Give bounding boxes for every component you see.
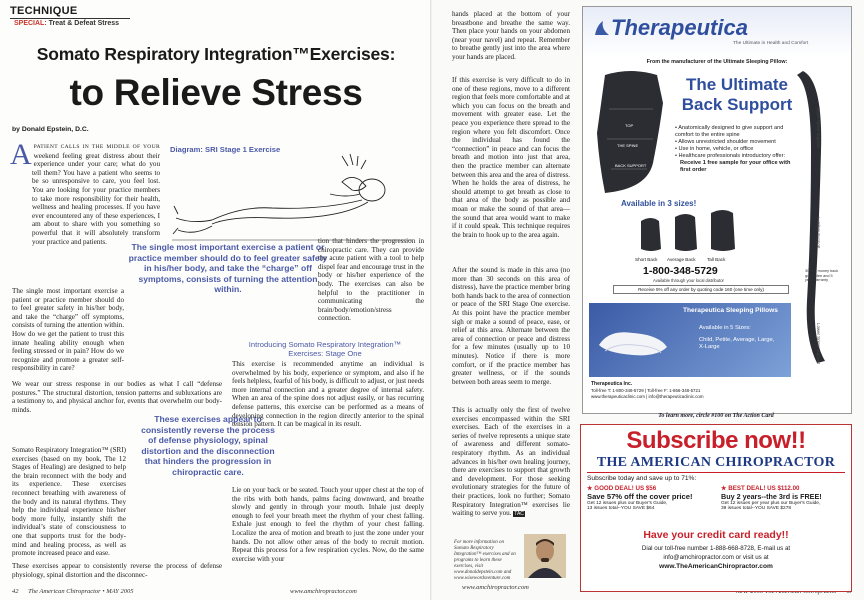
paragraph-3: We wear our stress response in our bodies as what I call “defense postures.” The structural distortion, tension patterns and subluxations are a testimony to, and physical anchor for, events that overwhelm our body-minds.: [12, 380, 222, 414]
special-line: [14, 20, 119, 27]
free-sample-offer: Receive 1 free sample for your office with first order: [680, 160, 791, 173]
right-col1-a: hands placed at the bottom of your breastbone and breathe the same way. Then place your hands on your abdomen (near your navel) and repeat. Remember to breathe gently just into the area where your hands are placed.: [452, 10, 570, 61]
best-deal-sub2: 39 issues total--YOU SAVE $278: [721, 506, 792, 511]
pillows-list: Child, Petite, Average, Large, X-Large: [699, 337, 775, 350]
subhead-stage-one: Introducing Somato Respiratory Integration™ Exercises: Stage One: [248, 340, 402, 358]
good-deal-sub2: 13 issues total--YOU SAVE $64: [587, 506, 655, 511]
best-deal-label-text: BEST DEAL! US $112.00: [728, 485, 800, 492]
sri-stage1-diagram: [172, 148, 422, 248]
article-col2-top: tion that hinders the progression in chiropractic care. They can provide the acute patient with a tool to help dispel fear and encourage trust in the body or his/her experience of the body. The exercises can also be helpful to the practitioner in communicating the brain/body/emotion/stress connection.: [318, 237, 424, 323]
hair-lines: [342, 154, 366, 169]
size-average: Average Back: [667, 257, 696, 262]
side-label-upper: Upper Spine Support: [816, 107, 821, 149]
best-deal-line: Buy 2 years--the 3rd is FREE!: [721, 492, 822, 501]
therapeutica-maker: From the manufacturer of the Ultimate Sleeping Pillow:: [646, 59, 788, 65]
company-name: Therapeutica Inc.: [591, 381, 633, 387]
bullet-home: • Use in home, vehicle, or office: [675, 146, 754, 152]
bullet-professional-text: Healthcare professionals introductory offer:: [678, 153, 786, 159]
therapeutica-brand: Therapeutica: [611, 15, 748, 40]
article-title-line2: to Relieve Stress: [69, 72, 363, 113]
best-deal-label: [721, 485, 849, 492]
ad-bullet-list: [675, 125, 799, 174]
side-label-lumbar: Lumbar Support: [816, 217, 821, 249]
figure-legs: [176, 218, 212, 232]
article-col1-intro: [10, 138, 160, 246]
right-col1-d: [452, 406, 570, 519]
figure-hands: [342, 177, 366, 190]
therapeutica-ad[interactable]: [582, 6, 852, 414]
left-footer-mag: The American Chiropractor: [28, 588, 101, 595]
bullet-professional: • Healthcare professionals introductory offer:: [675, 153, 786, 159]
figure-arm: [330, 194, 360, 196]
best-star-icon: ★: [721, 485, 729, 492]
belt-word-support: BACK SUPPORT: [615, 163, 647, 168]
subscribe-rule: [587, 472, 845, 473]
back-support-product: [591, 69, 671, 199]
paragraph-4: Somato Respiratory Integration™ (SRI) exercises (based on my book, The 12 Stages of Healing) are designed to help the brain reconnect with the body and its experience. These exercises reconnect breathing with awareness of the body and its natural rhythms. They help the individual experience his/her body more fully, instantly shift the individual’s state of consciousness to one that supports trust for the body-mind and healing process, as well as promote increased peace and ease.: [12, 446, 126, 558]
good-deal-label: [587, 485, 717, 492]
best-deal[interactable]: [721, 485, 849, 511]
three-sizes-image: [633, 209, 743, 255]
figure-torso: [212, 200, 362, 220]
left-footer-web[interactable]: www.amchiropractor.com: [290, 588, 357, 595]
paragraph-2: The single most important exercise a patient or practice member should do to feel greater safety in his/her body, and take the “charge” off symptoms, consists of turning the attention within. How do we get the patient to trust this innate healing ability enough when feeling stressed or in pain? How do we recognize and promote a greater self-responsibility in care?: [12, 287, 124, 373]
side-profile-support: [797, 67, 831, 367]
right-page: [432, 0, 864, 600]
email-line[interactable]: info@amchiropractor.com or visit us at: [663, 554, 769, 561]
belt-word-top: TOP: [625, 123, 634, 128]
bullet-shoulder-text: Allows unrestricted shoulder movement: [678, 139, 776, 145]
discount-line: Receive 5% off any order by quoting code 160 (one time only): [613, 285, 789, 294]
special-topic: Treat & Defeat Stress: [48, 20, 120, 27]
good-star-icon: ★: [587, 485, 595, 492]
learn-more-line: To learn more, circle #100 on The Action Card: [658, 413, 774, 419]
diagram-caption: Diagram: SRI Stage 1 Exercise: [170, 145, 281, 154]
pull-quote-2: These exercises appear to consistently reverse the process of defense physiology, spinal distortion and the disconnection that hinders the progression in chiropractic care.: [141, 414, 275, 477]
credit-card-line: Have your credit card ready!!: [643, 529, 789, 541]
section-header: TECHNIQUE: [10, 5, 78, 17]
ad-phone[interactable]: 1-800-348-5729: [643, 265, 718, 277]
right-col1-b: If this exercise is very difficult to do in one of these regions, move to a different region that feels more comfortable and at which you can focus on the breath and movement with greater ease. Let the peace you experience there spread to the region where you felt discomfort. Once the individual has found the “connection” in peace and can focus the breath and motion into just that area, then the practice member can alternate between this area and the area of distress. When he holds the area of distress, he should attempt to get breath as close to that area of the body as possible and moan or make the sound of that area—the sound that area would want to make if it could speak. This technique requires the brain to hook up to the area again.: [452, 76, 570, 239]
subscribe-headline: Subscribe now!!: [626, 427, 806, 454]
good-deal-line: Save 57% off the cover price!: [587, 492, 693, 501]
available-sizes-title: Available in 3 sizes!: [621, 199, 697, 208]
drop-cap: A: [10, 138, 32, 171]
pillows-sizes: Available in 5 Sizes:: [699, 325, 751, 331]
figure-back: [212, 202, 368, 224]
company-web[interactable]: www.therapeuticaclinic.com | info@therapeuticaclinic.com: [591, 394, 704, 399]
bullet-anatomical-text: Anatomically designed to give support and comfort to the entire spine: [675, 125, 784, 138]
web-line[interactable]: www.TheAmericanChiropractor.com: [659, 563, 773, 570]
good-deal-label-text: GOOD DEAL! US $56: [594, 485, 657, 492]
therapeutica-tagline: The Ultimate in Health and Comfort: [733, 41, 809, 46]
left-footer: 42 The American Chiropractor • MAY 2005: [12, 588, 134, 595]
guarantee-note: 30-day money back guarantee and 5 year warranty: [805, 269, 839, 283]
lead-smallcaps: PATIENT CALLS IN THE MIDDLE OF YOUR: [33, 144, 160, 150]
size-short: Short Back: [635, 257, 658, 262]
bullet-shoulder: • Allows unrestricted shoulder movement: [675, 139, 776, 145]
right-footer-web[interactable]: www.amchiropractor.com: [462, 584, 529, 591]
right-col1-d-text: This is actually only the first of twelve exercises encompassed within the SRI exercises. Each of the exercises in a series of twelve represents a unique state of awareness and different somato-respiratory rhythm. As an individual advances in his/her own healing journey, there are exercises to support that growth and development. For those seeking evolutionary strategies for the future of their practices, look no further; Somato Respiratory Integration™ exercises lie waiting to serve you.: [452, 406, 570, 518]
ad-headline-2: Back Support: [681, 95, 793, 114]
subscribe-mag-name: THE AMERICAN CHIROPRACTOR: [596, 455, 836, 470]
best-deal-sub1: Get 12 issues per year plus our Buyer's Guide,: [721, 501, 821, 506]
ad-headline-1: The Ultimate: [685, 75, 789, 94]
right-col1-c: After the sound is made in this area (no more than 30 seconds on this area of distress), have the practice member bring both hands back to the area of connection or peace of the SRI Stage One exercise. At this point have the practice member sigh or make a sound of peace, ease, or relief at this area. Alternate between the area of connection or peace and distress for a few minutes (usually up to 10 minutes). Notice if there is more comfort, or if the practice member has greater wellness, or if the sounds between both areas seem to merge.: [452, 266, 570, 386]
bullet-home-text: Use in home, vehicle, or office: [678, 146, 754, 152]
dial-line: Dial our toll-free number 1-888-668-8728, E-mail us at: [641, 545, 791, 552]
col2-paragraph-b: Lie on your back or be seated. Touch your upper chest at the top of the ribs with both hands, palms facing downward, and breathe slowly and gently in through your mouth. Inhale just deeply enough to feel your breath meet the rhythm of your chest falling. Exhale just enough to feel the rhythm of your chest falling. Localize the area of motion and breath to just the zone under your hands. Do not allow other areas of the body to recruit motion. Repeat this process for a few respiration cycles. Now, do the same exercise with your: [232, 486, 424, 563]
therapeutica-logo-icon: [593, 19, 611, 37]
col2-paragraph-a: This exercise is recommended anytime an individual is overwhelmed by his body, experience or symptom, and also if he feels helpless, fearful of his body, is difficult to adjust, or just needs more internal connection and a greater degree of internal safety. When an area of the spine does not adjust easily, or has recurring defense patterns, this exercise can be performed as a means of developing connection in the region directly anterior to the spinal tension pattern. It can be magical in its result.: [232, 360, 424, 429]
left-page-number: 42: [12, 588, 19, 595]
section-rule: [10, 18, 130, 19]
author-note: For more information on Somato Respiratory Integration™ exercises and on programs to learn these exercises, visit www.donaldepstein.com and www.wisewordsventure.com: [454, 540, 516, 581]
article-title-line1: Somato Respiratory Integration™Exercises:: [36, 44, 396, 64]
subscribe-intro: Subscribe today and save up to 71%:: [587, 475, 697, 482]
good-deal-sub1: Get 12 issues plus our Buyer's Guide,: [587, 501, 668, 506]
paragraph-5: These exercises appear to consistently reverse the process of defense physiology, spinal distortion and the disconnec-: [12, 562, 222, 579]
bullet-anatomical: • Anatomically designed to give support and comfort to the entire spine: [675, 125, 784, 138]
author-photo: [524, 534, 566, 578]
subscribe-ad[interactable]: [580, 424, 852, 592]
pull-quote-1: The single most important exercise a patient or practice member should do to feel greater safety in his/her body, and take the “charge” off symptoms, consists of turning the attention within.: [128, 242, 328, 295]
special-label: SPECIAL:: [14, 20, 47, 27]
belt-word-spine: THE SPINE: [617, 143, 639, 148]
figure-feet: [173, 206, 178, 234]
left-footer-date: MAY 2005: [106, 588, 134, 595]
size-tall: Tall Back: [707, 257, 726, 262]
end-mark: TAC: [514, 511, 524, 518]
good-deal[interactable]: [587, 485, 717, 511]
company-contact: Toll-free T: 1-800-348-5729 | Toll-free F: 1-866-348-5721: [591, 388, 701, 393]
byline: by Donald Epstein, D.C.: [12, 126, 89, 133]
side-label-lower: Lower Spine Support: [816, 323, 821, 365]
ad-phone-note: Available through your local distributor: [653, 278, 724, 283]
paragraph-1: weekend feeling great distress about their experience under your care; what do you tell them? You have a patient who seems to be so unresponsive to care, you feel lost. You are looking for your practice members to take more responsibility for their health, wellness and healing processes. If you have ever encountered any of these experiences, I am about to share with you something so powerful that it will absolutely transform your practice and patients.: [32, 151, 160, 246]
pillows-title: Therapeutica Sleeping Pillows: [683, 307, 778, 314]
pillows-image: [595, 321, 671, 361]
